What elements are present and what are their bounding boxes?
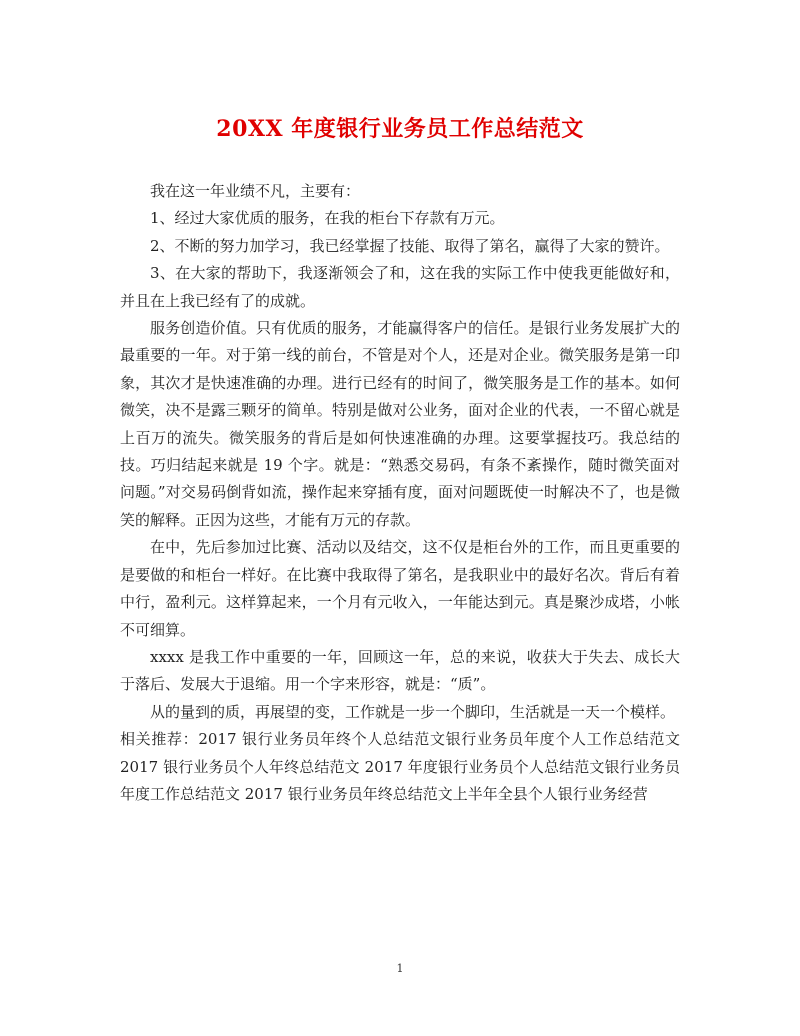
paragraph-outlook: 从的量到的质，再展望的变，工作就是一步一个脚印，生活就是一天一个模样。 bbox=[150, 702, 676, 721]
paragraph-review: xxxx 是我工作中重要的一年，回顾这一年，总的来说，收获大于失去、成长大于落后、发展大于退缩。用一个字来形容，就是：“质”。 bbox=[120, 647, 680, 694]
paragraph-intro: 我在这一年业绩不凡，主要有： bbox=[150, 182, 361, 200]
document-title: 20XX 年度银行业务员工作总结范文 bbox=[216, 116, 584, 142]
paragraph-point-2: 2、不断的努力加学习，我已经掌握了技能、取得了第名，赢得了大家的赞许。 bbox=[150, 236, 670, 255]
paragraph-point-1: 1、经过大家优质的服务，在我的柜台下存款有万元。 bbox=[150, 209, 505, 228]
paragraph-service: 服务创造价值。只有优质的服务，才能赢得客户的信任。是银行业务发展扩大的最重要的一年。对于第一线的前台，不管是对个人，还是对企业。微笑服务是第一印象，其次才是快速准确的办理。进行已经有的时间了，微笑服务是工作的基本。如何微笑，决不是露三颗牙的简单。特别是做对公业务，面对企业的代表，一不留心就是上百万的流失。微笑服务的背后是如何快速准确的办理。这要掌握技巧。我总结的技。巧归结起来就是 19 个字。就是：“熟悉交易码，有条不紊操作，随时微笑面对问题。”对交易码倒背如流，操作起来穿插有度，面对问题既使一时解决不了，也是微笑的解释。正因为这些，才能有万元的存款。 bbox=[120, 319, 680, 529]
related-recommendations: 相关推荐：2017 银行业务员年终个人总结范文银行业务员年度个人工作总结范文 2017 银行业务员个人年终总结范文 2017 年度银行业务员个人总结范文银行业务员年度工作总结范文 2017 银行业务员年终总结范文上半年全县个人银行业务经营 bbox=[120, 730, 680, 803]
paragraph-competition: 在中，先后参加过比赛、活动以及结交，这不仅是柜台外的工作，而且更重要的是要做的和柜台一样好。在比赛中我取得了第名，是我职业中的最好名次。背后有着中行，盈利元。这样算起来，一个月有元收入，一年能达到元。真是聚沙成塔，小帐不可细算。 bbox=[120, 538, 680, 639]
document-body bbox=[120, 178, 680, 808]
paragraph-point-3: 3、在大家的帮助下，我逐渐领会了和，这在我的实际工作中使我更能做好和，并且在上我已经有了的成就。 bbox=[120, 264, 680, 310]
page-number: 1 bbox=[396, 962, 404, 975]
